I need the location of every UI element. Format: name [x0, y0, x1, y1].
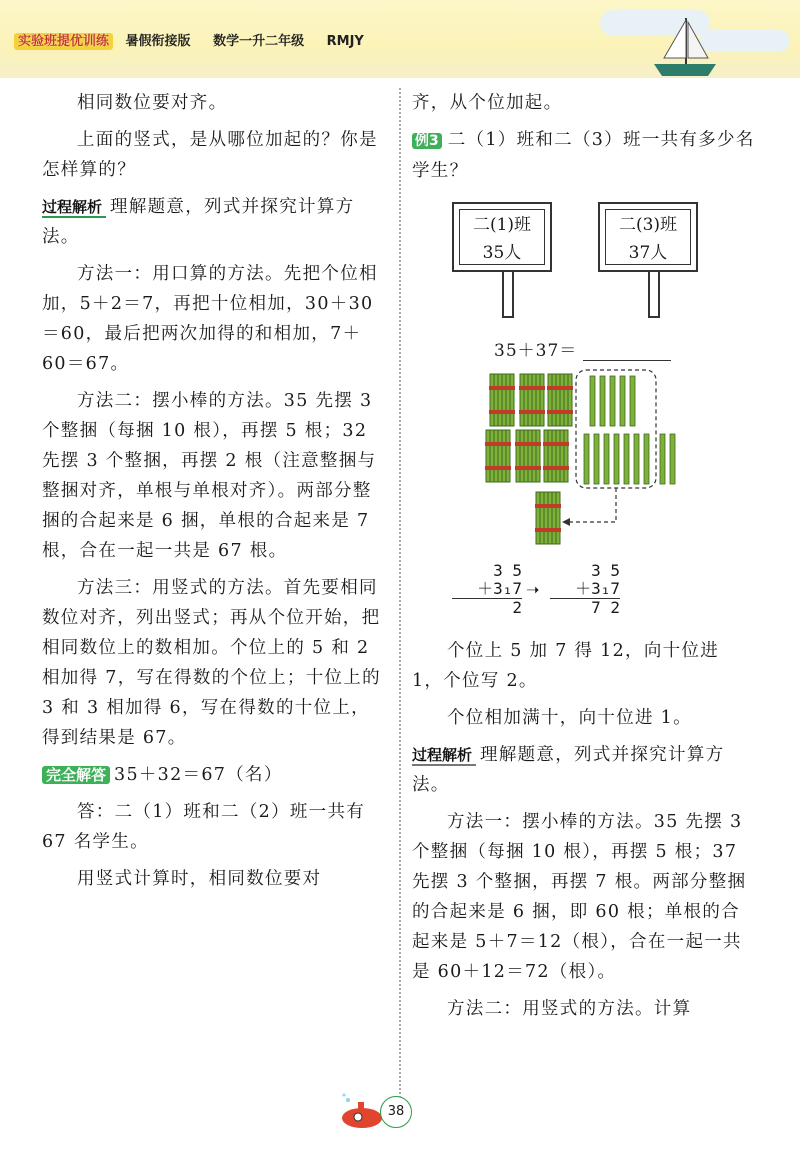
page-header — [0, 0, 800, 78]
sign-count-label: 35人 — [482, 243, 522, 263]
calc-row: 3 5 — [493, 561, 522, 580]
full-answer-tag: 完全解答 — [42, 766, 110, 784]
paragraph: 相同数位要对齐。 — [77, 93, 228, 113]
paragraph: 个位相加满十，向十位进 1。 — [447, 708, 692, 728]
arrow-head — [562, 518, 570, 526]
process-analysis-tag: 过程解析 — [42, 198, 106, 218]
header-title — [14, 30, 382, 49]
answer-blank — [583, 342, 671, 361]
paragraph: 方法一：用口算的方法。先把个位相加，5＋2＝7，再把十位相加，30＋30＝60，最后把两次加得的和相加，7＋60＝67。 — [42, 264, 378, 374]
paragraph: 方法二：用竖式的方法。计算 — [447, 999, 692, 1019]
left-column — [42, 88, 382, 901]
paragraph: 上面的竖式，是从哪位加起的？你是怎样算的？ — [42, 130, 378, 180]
paragraph-text: 35＋32＝67（名） — [114, 765, 283, 785]
equation-text: 35＋37＝ — [494, 341, 578, 361]
paragraph — [412, 125, 757, 186]
edition-label: RMJY — [326, 34, 364, 49]
paragraph — [42, 760, 382, 790]
paragraph-text: 理解题意，列式并探究计算方法。 — [42, 197, 355, 247]
column-divider — [399, 88, 401, 1098]
paragraph: 方法三：用竖式的方法。首先要相同数位对齐，列出竖式；再从个位开始，把相同数位上的数相加。个位上的 5 和 2 相加得 7，写在得数的个位上；十位上的 3 和 3 相加得 6，写在得数的十位上，得到结果是 67。 — [42, 578, 381, 748]
sign-class-label: 二(3)班 — [618, 215, 678, 235]
paragraph — [412, 740, 757, 800]
paragraph: 个位上 5 加 7 得 12，向十位进 1，个位写 2。 — [412, 641, 720, 691]
vertical-calc-1 — [452, 562, 522, 617]
class-sign-2 — [598, 202, 698, 272]
paragraph-text: 理解题意，列式并探究计算方法。 — [412, 745, 725, 795]
class-sign-1 — [452, 202, 552, 272]
calc-row: 2 — [452, 598, 522, 617]
brand-label: 实验班提优训练 — [14, 33, 113, 50]
stick-bundle — [485, 430, 511, 482]
stick-bundle — [515, 430, 541, 482]
calc-row: 3 5 — [591, 561, 620, 580]
stick-bundles-illustration — [480, 366, 690, 550]
process-analysis-tag: 过程解析 — [412, 746, 476, 766]
series-label: 暑假衔接版 — [125, 34, 191, 49]
sailboat-icon — [650, 14, 720, 78]
vertical-calc-2 — [550, 562, 620, 617]
paragraph: 用竖式计算时，相同数位要对 — [77, 869, 322, 889]
sign-class-label: 二(1)班 — [472, 215, 532, 235]
arrow-icon: ➝ — [526, 580, 540, 599]
paragraph-text: 二（1）班和二（3）班一共有多少名学生？ — [412, 130, 755, 181]
sign-post — [648, 272, 660, 318]
submarine-icon — [338, 1092, 386, 1132]
sign-count-label: 37人 — [628, 243, 668, 263]
stick-bundle — [535, 492, 561, 544]
stick-bundle — [489, 374, 515, 426]
paragraph: 方法一：摆小棒的方法。35 先摆 3 个整捆（每捆 10 根），再摆 5 根；37 先摆 3 个整捆，再摆 7 根。两部分整捆的合起来是 6 捆，即 60 根；单根的合起来是 5＋7＝12（根），合在一起一共是 60＋12＝72（根）。 — [412, 812, 747, 982]
equation — [494, 336, 671, 361]
paragraph — [42, 192, 382, 252]
paragraph: 齐，从个位加起。 — [412, 93, 563, 113]
subject-label: 数学一升二年级 — [213, 34, 305, 49]
right-column-bottom — [412, 636, 757, 1031]
page-number: 38 — [380, 1096, 412, 1128]
calc-row: ＋3₁7 — [575, 579, 620, 598]
single-sticks — [584, 376, 675, 484]
example-tag: 例3 — [412, 133, 442, 149]
stick-bundle — [543, 430, 569, 482]
right-column-top — [412, 88, 757, 193]
arrow-line — [566, 488, 616, 522]
calc-row: ＋3₁7 — [477, 579, 522, 598]
stick-bundle — [519, 374, 545, 426]
paragraph: 方法二：摆小棒的方法。35 先摆 3 个整捆（每捆 10 根），再摆 5 根；32 先摆 3 个整捆，再摆 2 根（注意整捆与整捆对齐，单根与单根对齐）。两部分整捆的合起来是 6 捆，单根的合起来是 7 根，合在一起一共是 67 根。 — [42, 391, 377, 561]
sign-post — [502, 272, 514, 318]
stick-bundle — [547, 374, 573, 426]
paragraph: 答：二（1）班和二（2）班一共有 67 名学生。 — [42, 802, 366, 852]
calc-row: 7 2 — [550, 598, 620, 617]
